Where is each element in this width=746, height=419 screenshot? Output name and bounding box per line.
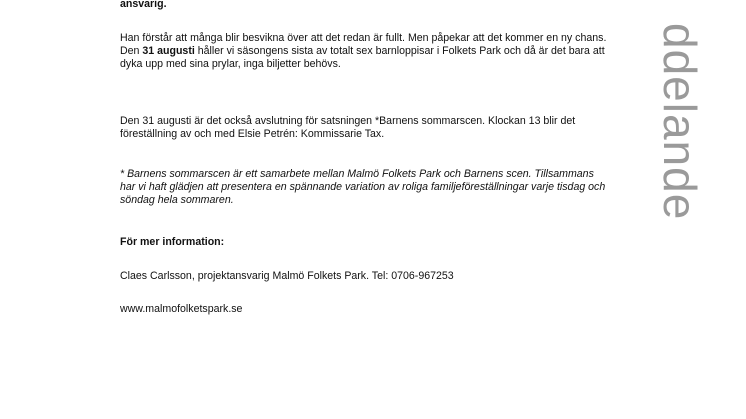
lead-fragment: ansvarig. (120, 0, 167, 10)
more-info-heading: För mer information: (120, 236, 225, 248)
highlight-date: 31 augusti (142, 45, 195, 57)
paragraph-second-chance (120, 32, 610, 71)
website-link[interactable]: www.malmofolketspark.se (120, 303, 243, 315)
paragraph-text-before: Han förstår att många blir besvikna över att det redan är fullt. Men påpekar att det kommer en ny chans. Den (120, 32, 607, 57)
footnote-paragraph: * Barnens sommarscen är ett samarbete mellan Malmö Folkets Park och Barnens scen. Tillsammans har vi haft glädjen att presentera en spännande variation av roliga familjeföreställningar varje tisdag och söndag hela sommaren. (120, 168, 606, 206)
vertical-section-label: ddelande (654, 22, 706, 220)
contact-line: Claes Carlsson, projektansvarig Malmö Folkets Park. Tel: 0706-967253 (120, 270, 454, 282)
paragraph-text-after: håller vi säsongens sista av totalt sex barnloppisar i Folkets Park och då är det bara att dyka upp med sina prylar, inga biljetter behövs. (120, 45, 605, 70)
paragraph-season-end: Den 31 augusti är det också avslutning för satsningen *Barnens sommarscen. Klockan 13 blir det föreställning av och med Elsie Petrén: Kommissarie Tax. (120, 115, 576, 140)
